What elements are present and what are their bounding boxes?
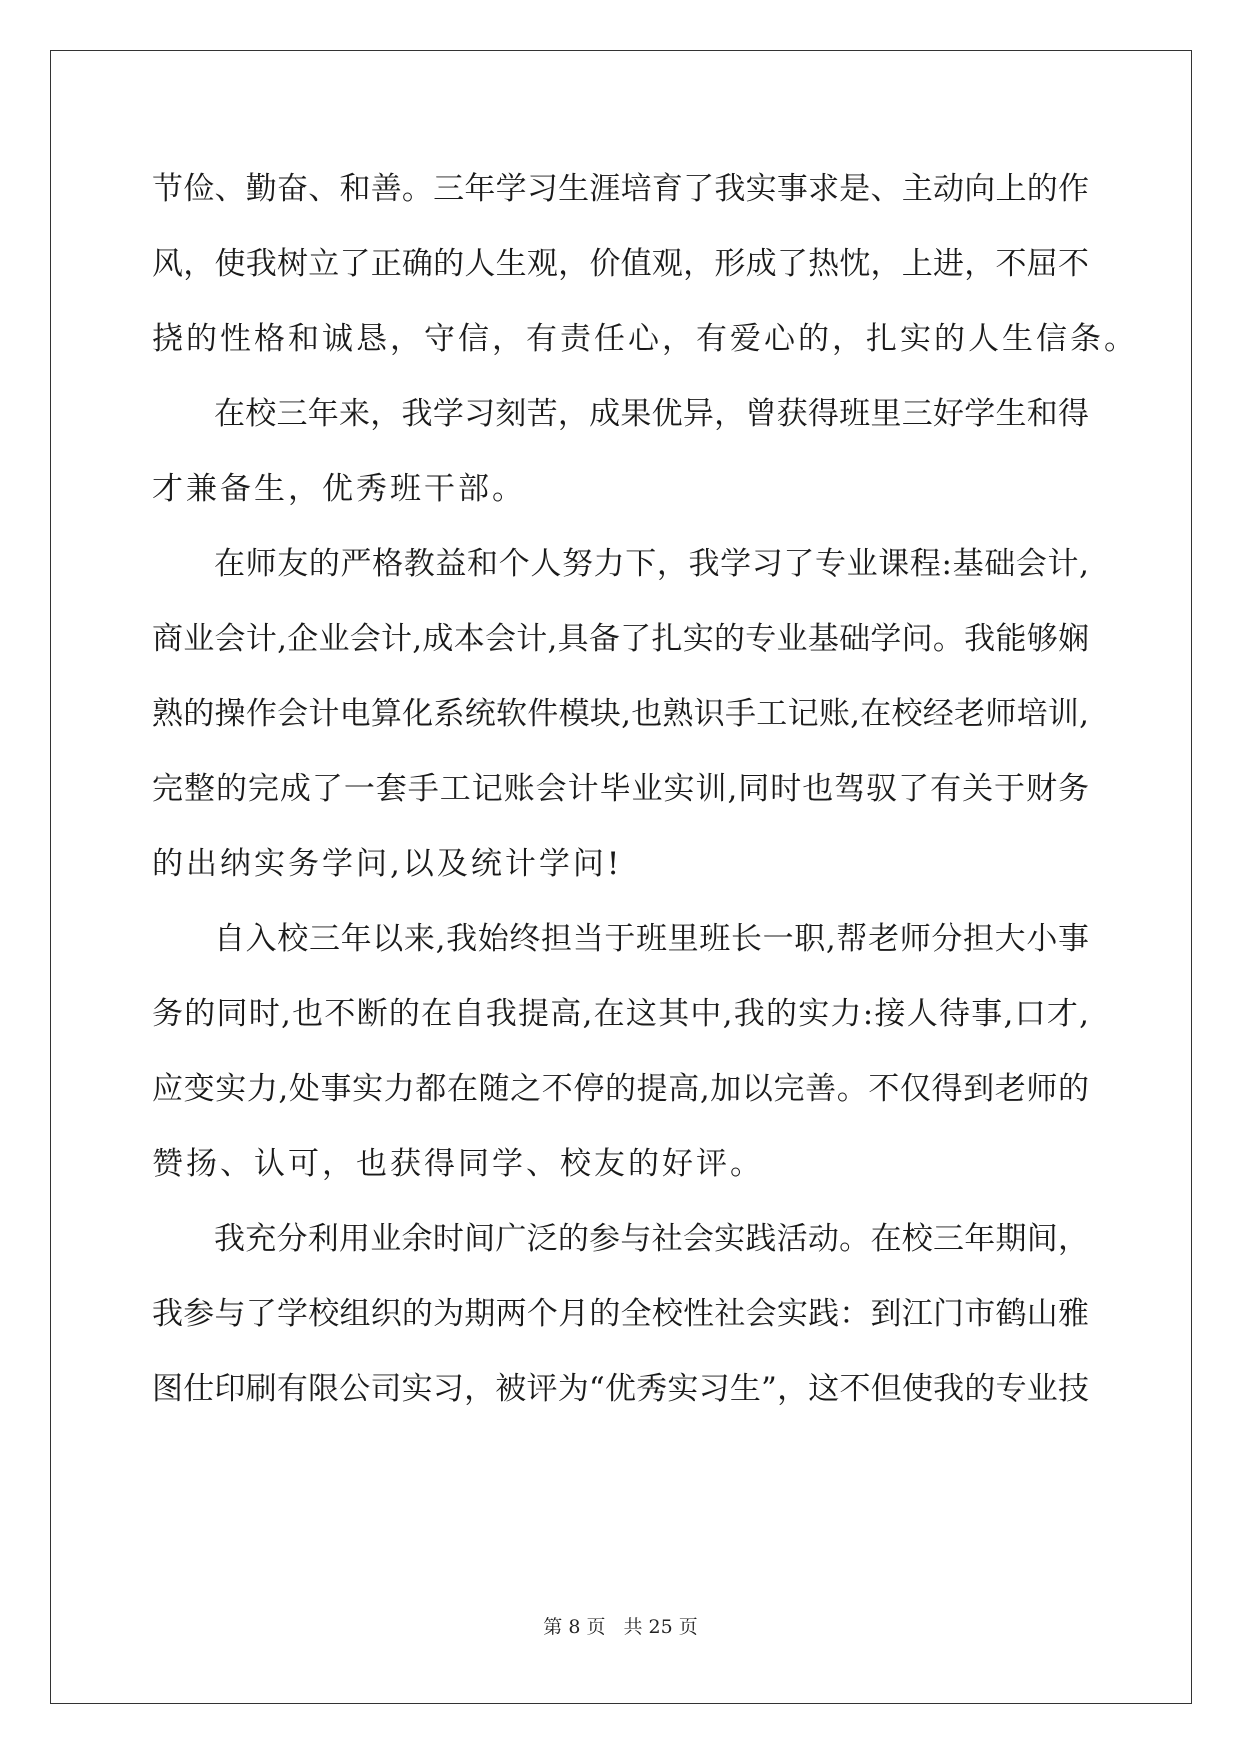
text-line: 商业会计,企业会计,成本会计,具备了扎实的专业基础学问。我能够娴: [152, 621, 1089, 657]
document-body: [152, 152, 1138, 1427]
text-line: 赞扬、认可，也获得同学、校友的好评。: [152, 1146, 764, 1182]
text-line: 应变实力,处事实力都在随之不停的提高,加以完善。不仅得到老师的: [152, 1071, 1089, 1107]
text-line: 务的同时,也不断的在自我提高,在这其中,我的实力:接人待事,口才,: [152, 996, 1089, 1032]
text-line: 自入校三年以来,我始终担当于班里班长一职,帮老师分担大小事: [214, 921, 1089, 957]
text-line: 才兼备生，优秀班干部。: [152, 471, 526, 507]
text-line: 完整的完成了一套手工记账会计毕业实训,同时也驾驭了有关于财务: [152, 771, 1089, 807]
text-line: 我充分利用业余时间广泛的参与社会实践活动。在校三年期间，: [214, 1221, 1089, 1257]
text-line: 我参与了学校组织的为期两个月的全校性社会实践：到江门市鹤山雅: [152, 1296, 1089, 1332]
text-line: 风，使我树立了正确的人生观，价值观，形成了热忱，上进，不屈不: [152, 246, 1089, 282]
text-line: 熟的操作会计电算化系统软件模块,也熟识手工记账,在校经老师培训,: [152, 696, 1089, 732]
text-line: 在校三年来，我学习刻苦，成果优异，曾获得班里三好学生和得: [214, 396, 1089, 432]
text-line: 节俭、勤奋、和善。三年学习生涯培育了我实事求是、主动向上的作: [152, 171, 1089, 207]
text-line: 图仕印刷有限公司实习，被评为“优秀实习生”，这不但使我的专业技: [152, 1371, 1089, 1407]
page-footer: [0, 1612, 1241, 1639]
text-line: 在师友的严格教益和个人努力下，我学习了专业课程:基础会计,: [214, 546, 1089, 582]
text-line: 挠的性格和诚恳，守信，有责任心，有爱心的，扎实的人生信条。: [152, 321, 1138, 357]
page-number: 第 8 页: [543, 1616, 606, 1638]
text-line: 的出纳实务学问,以及统计学问!: [152, 846, 623, 882]
page-total: 共 25 页: [623, 1616, 698, 1638]
